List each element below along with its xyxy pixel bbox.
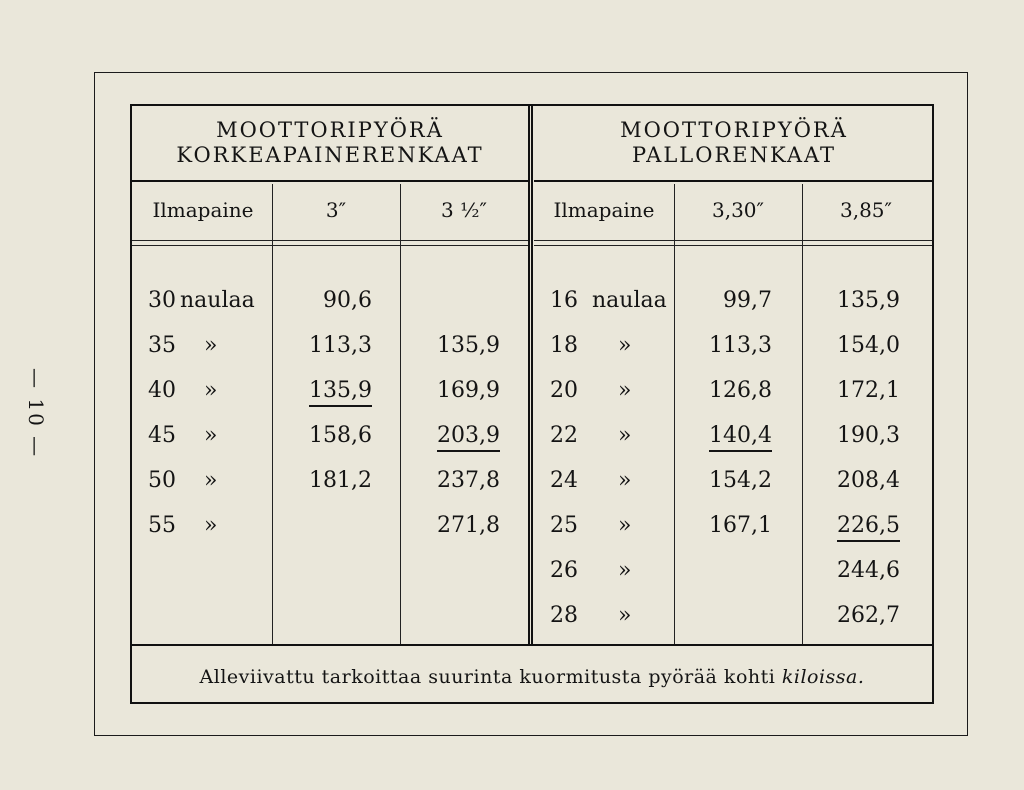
pressure-value: 18 (550, 333, 578, 358)
load-value: 99,7 (723, 288, 772, 313)
left-header-rule (132, 240, 528, 246)
pressure-unit: » (618, 333, 632, 358)
left-title-line2: KORKEAPAINERENKAAT (176, 143, 484, 167)
load-value: 135,9 (437, 333, 500, 358)
load-value: 181,2 (309, 468, 372, 493)
pressure-unit: » (618, 603, 632, 628)
footnote-italic: kiloissa. (781, 666, 865, 688)
footnote-text: Alleviivattu tarkoittaa suurinta kuormitusta pyörää kohti (199, 666, 776, 688)
load-value: 271,8 (437, 513, 500, 538)
pressure-unit: » (204, 423, 218, 448)
page-number: — 10 — (24, 368, 48, 459)
pressure-value: 55 (148, 513, 176, 538)
load-value-max: 135,9 (309, 378, 372, 403)
pressure-value: 16 (550, 288, 578, 313)
left-section-title (132, 118, 528, 168)
load-value: 126,8 (709, 378, 772, 403)
pressure-unit: » (618, 513, 632, 538)
load-value-max: 203,9 (437, 423, 500, 448)
load-value: 113,3 (709, 333, 772, 358)
pressure-value: 24 (550, 468, 578, 493)
pressure-value: 22 (550, 423, 578, 448)
pressure-unit: » (204, 468, 218, 493)
pressure-value: 40 (148, 378, 176, 403)
footer-rule (132, 644, 932, 646)
section-divider (528, 106, 533, 646)
tire-load-table (130, 104, 934, 704)
load-value: 158,6 (309, 423, 372, 448)
pressure-value: 35 (148, 333, 176, 358)
load-value: 208,4 (837, 468, 900, 493)
pressure-unit: » (204, 333, 218, 358)
load-value: 135,9 (837, 288, 900, 313)
left-title-line1: MOOTTORIPYÖRÄ (216, 118, 444, 142)
left-header-pressure: Ilmapaine (152, 198, 254, 222)
pressure-unit: » (618, 378, 632, 403)
load-value: 90,6 (323, 288, 372, 313)
left-title-rule (132, 180, 528, 182)
pressure-value: 26 (550, 558, 578, 583)
right-header-rule (534, 240, 932, 246)
pressure-unit: » (618, 558, 632, 583)
load-value: 154,2 (709, 468, 772, 493)
right-section-title (534, 118, 934, 168)
load-value: 244,6 (837, 558, 900, 583)
load-value-max: 140,4 (709, 423, 772, 448)
pressure-value: 25 (550, 513, 578, 538)
pressure-unit: » (204, 378, 218, 403)
right-col-line-1 (674, 184, 675, 646)
pressure-value: 20 (550, 378, 578, 403)
pressure-unit: naulaa (592, 288, 667, 313)
pressure-value: 45 (148, 423, 176, 448)
load-value: 190,3 (837, 423, 900, 448)
right-title-line1: MOOTTORIPYÖRÄ (620, 118, 848, 142)
pressure-value: 50 (148, 468, 176, 493)
load-value: 167,1 (709, 513, 772, 538)
load-value: 113,3 (309, 333, 372, 358)
load-value: 237,8 (437, 468, 500, 493)
left-col-line-1 (272, 184, 273, 646)
right-title-rule (534, 180, 932, 182)
pressure-unit: » (618, 423, 632, 448)
pressure-unit: naulaa (180, 288, 255, 313)
right-title-line2: PALLORENKAAT (631, 143, 837, 167)
right-header-385: 3,85″ (839, 198, 892, 222)
pressure-unit: » (204, 513, 218, 538)
pressure-value: 30 (148, 288, 176, 313)
load-value: 154,0 (837, 333, 900, 358)
left-col-line-2 (400, 184, 401, 646)
right-header-330: 3,30″ (711, 198, 764, 222)
load-value-max: 226,5 (837, 513, 900, 538)
right-header-pressure: Ilmapaine (553, 198, 655, 222)
footnote (132, 666, 932, 688)
left-header-3in: 3″ (325, 198, 347, 222)
load-value: 172,1 (837, 378, 900, 403)
left-header-3half: 3 ½″ (441, 198, 487, 222)
pressure-unit: » (618, 468, 632, 493)
load-value: 262,7 (837, 603, 900, 628)
load-value: 169,9 (437, 378, 500, 403)
pressure-value: 28 (550, 603, 578, 628)
